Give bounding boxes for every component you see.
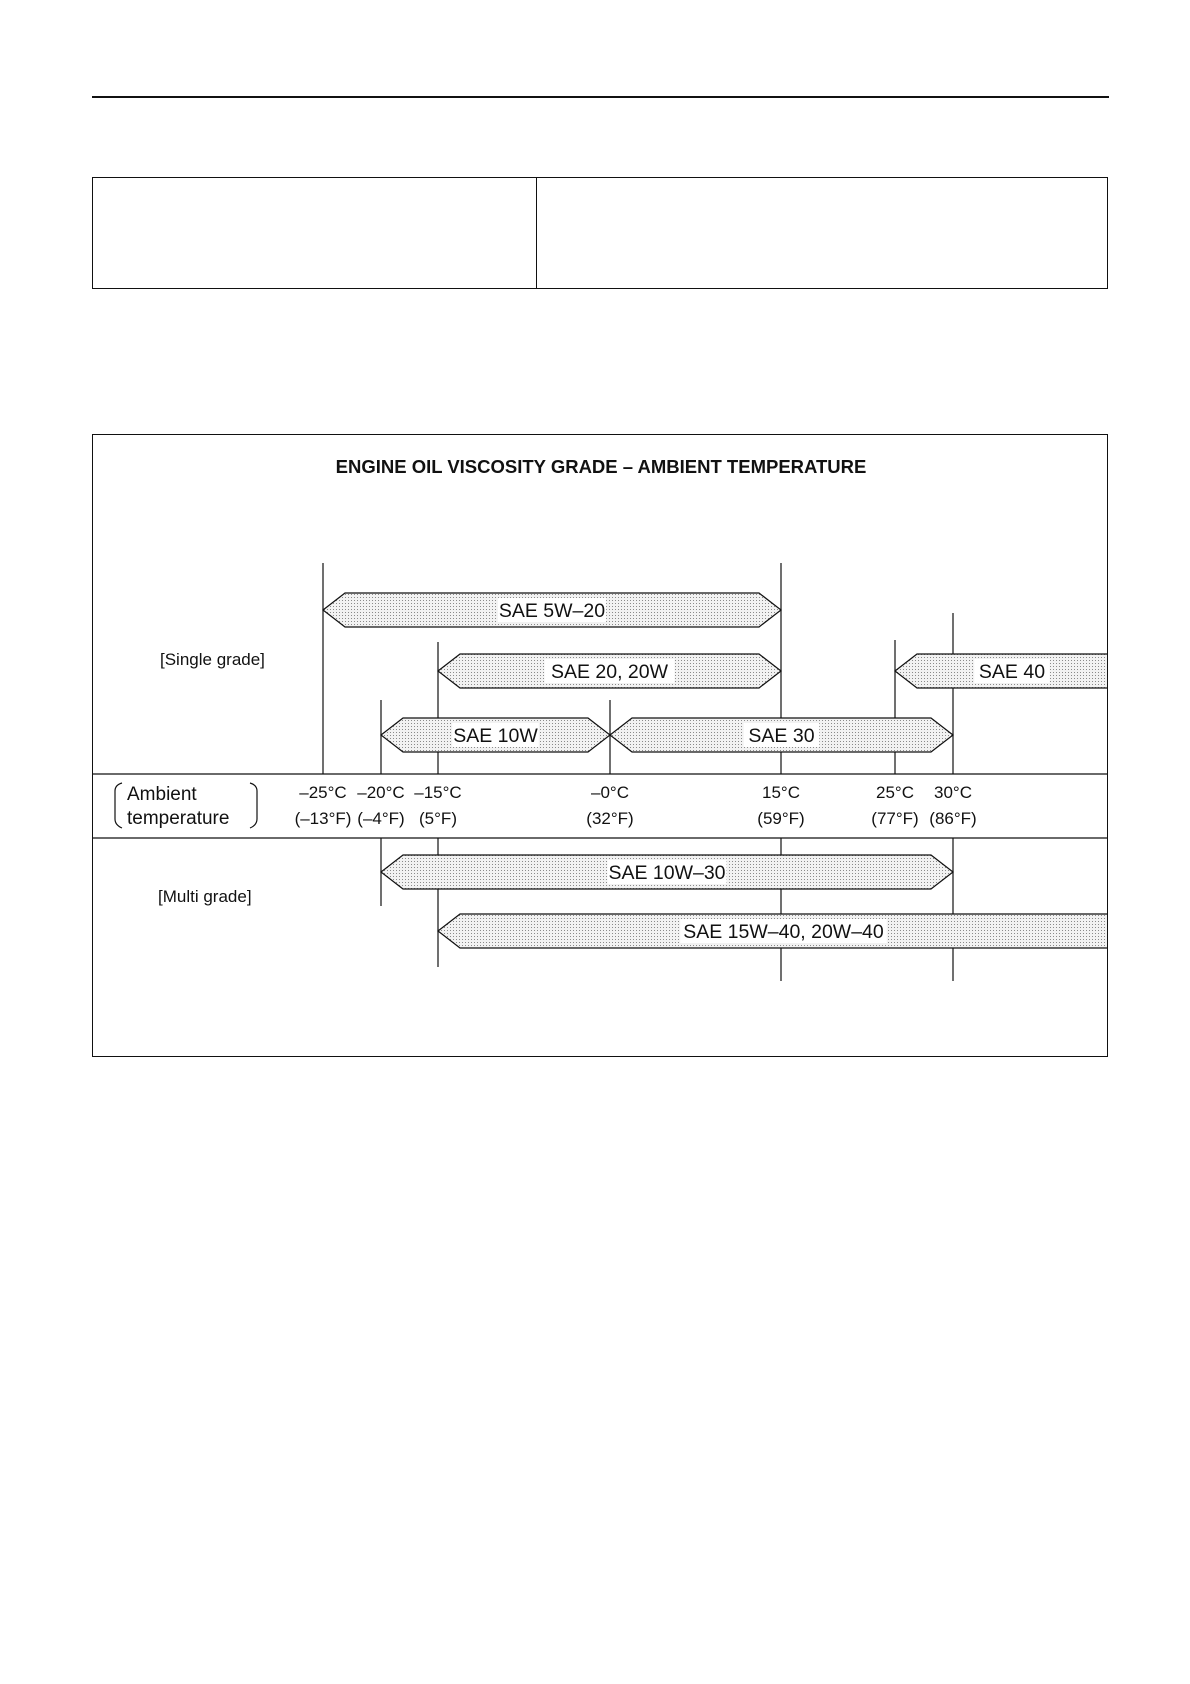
bar-label-sae-30: SAE 30 [748,725,815,747]
tick-label-celsius-0: –25°C [299,783,347,802]
tick-label-fahrenheit-0: (–13°F) [294,809,352,828]
grade-bars [323,593,1108,948]
bar-label-sae-10w: SAE 10W [453,725,538,747]
tick-label-fahrenheit-4: (59°F) [757,809,805,828]
tick-label-fahrenheit-1: (–4°F) [357,809,405,828]
viscosity-chart-svg [93,435,1108,1057]
bar-label-sae-40: SAE 40 [978,661,1046,683]
bar-label-sae-10w-30: SAE 10W–30 [608,862,726,884]
bar-label-sae-5w-20: SAE 5W–20 [498,600,606,622]
viscosity-chart [92,434,1108,1057]
bar-label-sae-20-20w: SAE 20, 20W [550,661,669,683]
axis-tick-labels [295,783,977,828]
axis-label-line1: Ambient [127,784,197,805]
bar-label-sae-15w-40-20w-40: SAE 15W–40, 20W–40 [683,921,884,943]
tick-label-celsius-6: 30°C [934,783,972,802]
chart-title: ENGINE OIL VISCOSITY GRADE – AMBIENT TEMPERATURE [335,456,867,477]
tick-label-fahrenheit-3: (32°F) [586,809,634,828]
multi-grade-label: [Multi grade] [158,887,252,906]
axis-label-line2: temperature [127,808,230,829]
tick-label-celsius-1: –20°C [357,783,405,802]
header-rule [92,96,1109,98]
tick-label-celsius-3: –0°C [591,783,629,802]
tick-label-fahrenheit-2: (5°F) [419,809,457,828]
axis-label-right-bracket [250,783,257,828]
tick-label-fahrenheit-6: (86°F) [929,809,977,828]
specification-table [92,177,1108,289]
tick-label-celsius-5: 25°C [876,783,914,802]
tick-label-celsius-2: –15°C [414,783,462,802]
axis-label-left-bracket [115,783,122,828]
table-column-divider [536,178,537,288]
single-grade-label: [Single grade] [160,650,265,669]
tick-label-fahrenheit-5: (77°F) [871,809,919,828]
tick-label-celsius-4: 15°C [762,783,800,802]
